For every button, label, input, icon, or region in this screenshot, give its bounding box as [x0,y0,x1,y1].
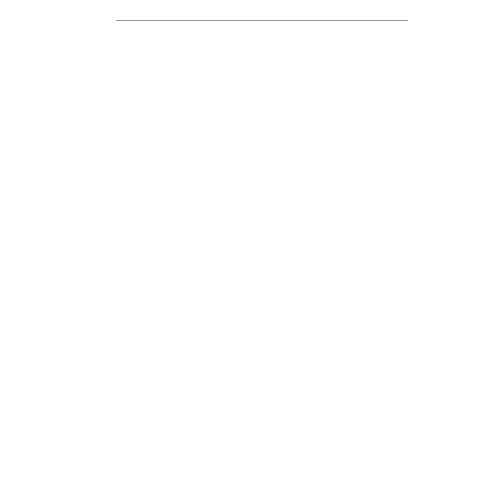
running-header [116,8,408,21]
